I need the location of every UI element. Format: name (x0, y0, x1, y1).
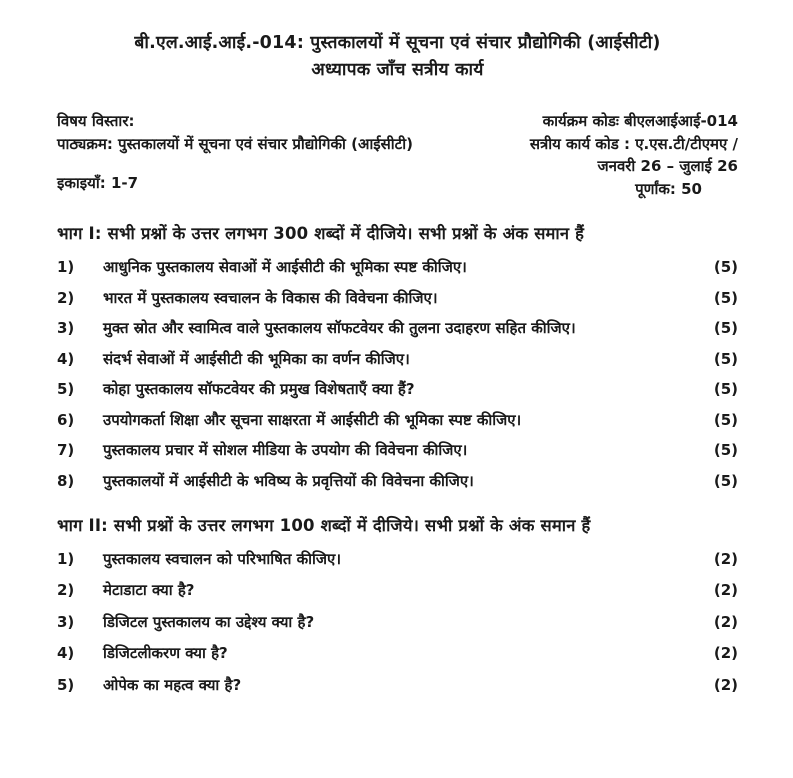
question-row (57, 580, 738, 601)
part1-heading: भाग I: सभी प्रश्नों के उत्तर लगभग 300 शब्दों में दीजिये। सभी प्रश्नों के अंक समान हैं (57, 224, 585, 243)
question-row (57, 379, 738, 400)
question-row (57, 318, 738, 339)
question-number: 3) (57, 612, 75, 631)
question-text: संदर्भ सेवाओं में आईसीटी की भूमिका का वर्णन कीजिए। (103, 349, 410, 368)
part1-questions (57, 257, 738, 492)
header-right-column (413, 110, 738, 200)
title-line-2: अध्यापक जाँच सत्रीय कार्य (311, 60, 484, 80)
question-marks: (5) (713, 258, 738, 276)
session-line: जनवरी 26 – जुलाई 26 (597, 157, 738, 175)
question-number: 2) (57, 288, 75, 307)
question-marks: (5) (713, 319, 738, 337)
question-row (57, 410, 738, 431)
question-row (57, 257, 738, 278)
question-text: पुस्तकालय स्वचालन को परिभाषित कीजिए। (103, 549, 342, 568)
question-number: 2) (57, 581, 75, 599)
units-line: इकाइयाँ: 1-7 (57, 174, 139, 192)
question-marks: (5) (713, 441, 738, 459)
question-marks: (2) (713, 675, 738, 694)
question-text: पुस्तकालय प्रचार में सोशल मीडिया के उपयोग की विवेचना कीजिए। (103, 441, 468, 459)
question-number: 4) (57, 349, 75, 368)
question-marks: (5) (713, 471, 738, 490)
question-marks: (2) (713, 644, 738, 662)
question-text: आधुनिक पुस्तकालय सेवाओं में आईसीटी की भूमिका स्पष्ट कीजिए। (103, 258, 467, 276)
question-marks: (2) (713, 581, 738, 599)
question-row (57, 440, 738, 461)
question-text: कोहा पुस्तकालय सॉफटवेयर की प्रमुख विशेषताएँ क्या हैं? (103, 380, 415, 398)
subject-extent-label: विषय विस्तार: (57, 112, 135, 130)
question-row (57, 643, 738, 664)
question-text: भारत में पुस्तकालय स्वचालन के विकास की विवेचना कीजिए। (103, 288, 438, 307)
question-number: 5) (57, 380, 75, 398)
question-number: 8) (57, 471, 75, 490)
question-row (57, 471, 738, 492)
course-line: पाठ्यक्रम: पुस्तकालयों में सूचना एवं संचार प्रौद्योगिकी (आईसीटी) (57, 134, 413, 153)
question-row (57, 549, 738, 570)
question-number: 1) (57, 549, 75, 568)
question-text: डिजिटल पुस्तकालय का उद्देश्य क्या है? (103, 612, 315, 631)
part2-heading: भाग II: सभी प्रश्नों के उत्तर लगभग 100 शब्दों में दीजिये। सभी प्रश्नों के अंक समान हैं (57, 515, 591, 535)
question-row (57, 349, 738, 370)
question-marks: (5) (713, 349, 738, 368)
question-marks: (5) (713, 410, 738, 429)
programme-code-line: कार्यक्रम कोडः बीएलआईआई-014 (542, 112, 738, 130)
question-text: पुस्तकालयों में आईसीटी के भविष्य के प्रवृत्तियों की विवेचना कीजिए। (103, 471, 474, 490)
question-row (57, 675, 738, 696)
question-text: ओपेक का महत्व क्या है? (103, 675, 242, 694)
question-number: 3) (57, 319, 75, 337)
question-text: मेटाडाटा क्या है? (103, 581, 195, 599)
question-marks: (5) (713, 380, 738, 398)
header-info (57, 110, 738, 200)
question-text: डिजिटलीकरण क्या है? (103, 644, 228, 662)
part2-questions (57, 549, 738, 696)
question-number: 1) (57, 258, 75, 276)
question-marks: (5) (713, 288, 738, 307)
question-text: मुक्त स्रोत और स्वामित्व वाले पुस्तकालय सॉफटवेयर की तुलना उदाहरण सहित कीजिए। (103, 319, 576, 337)
question-text: उपयोगकर्ता शिक्षा और सूचना साक्षरता में आईसीटी की भूमिका स्पष्ट कीजिए। (103, 410, 522, 429)
question-row (57, 288, 738, 309)
total-marks-line: पूर्णांक: 50 (635, 179, 702, 198)
title-line-1: बी.एल.आई.आई.-014: पुस्तकालयों में सूचना एवं संचार प्रौद्योगिकी (आईसीटी) (134, 33, 661, 53)
question-number: 5) (57, 675, 75, 694)
question-row (57, 612, 738, 633)
question-number: 7) (57, 441, 75, 459)
assignment-code-line: सत्रीय कार्य कोड : ए.एस.टी/टीएमए / (529, 134, 738, 153)
question-number: 6) (57, 410, 75, 429)
question-marks: (2) (713, 549, 738, 568)
question-number: 4) (57, 644, 75, 662)
header-left-column (57, 110, 413, 200)
document-title (57, 30, 738, 84)
question-marks: (2) (713, 612, 738, 631)
